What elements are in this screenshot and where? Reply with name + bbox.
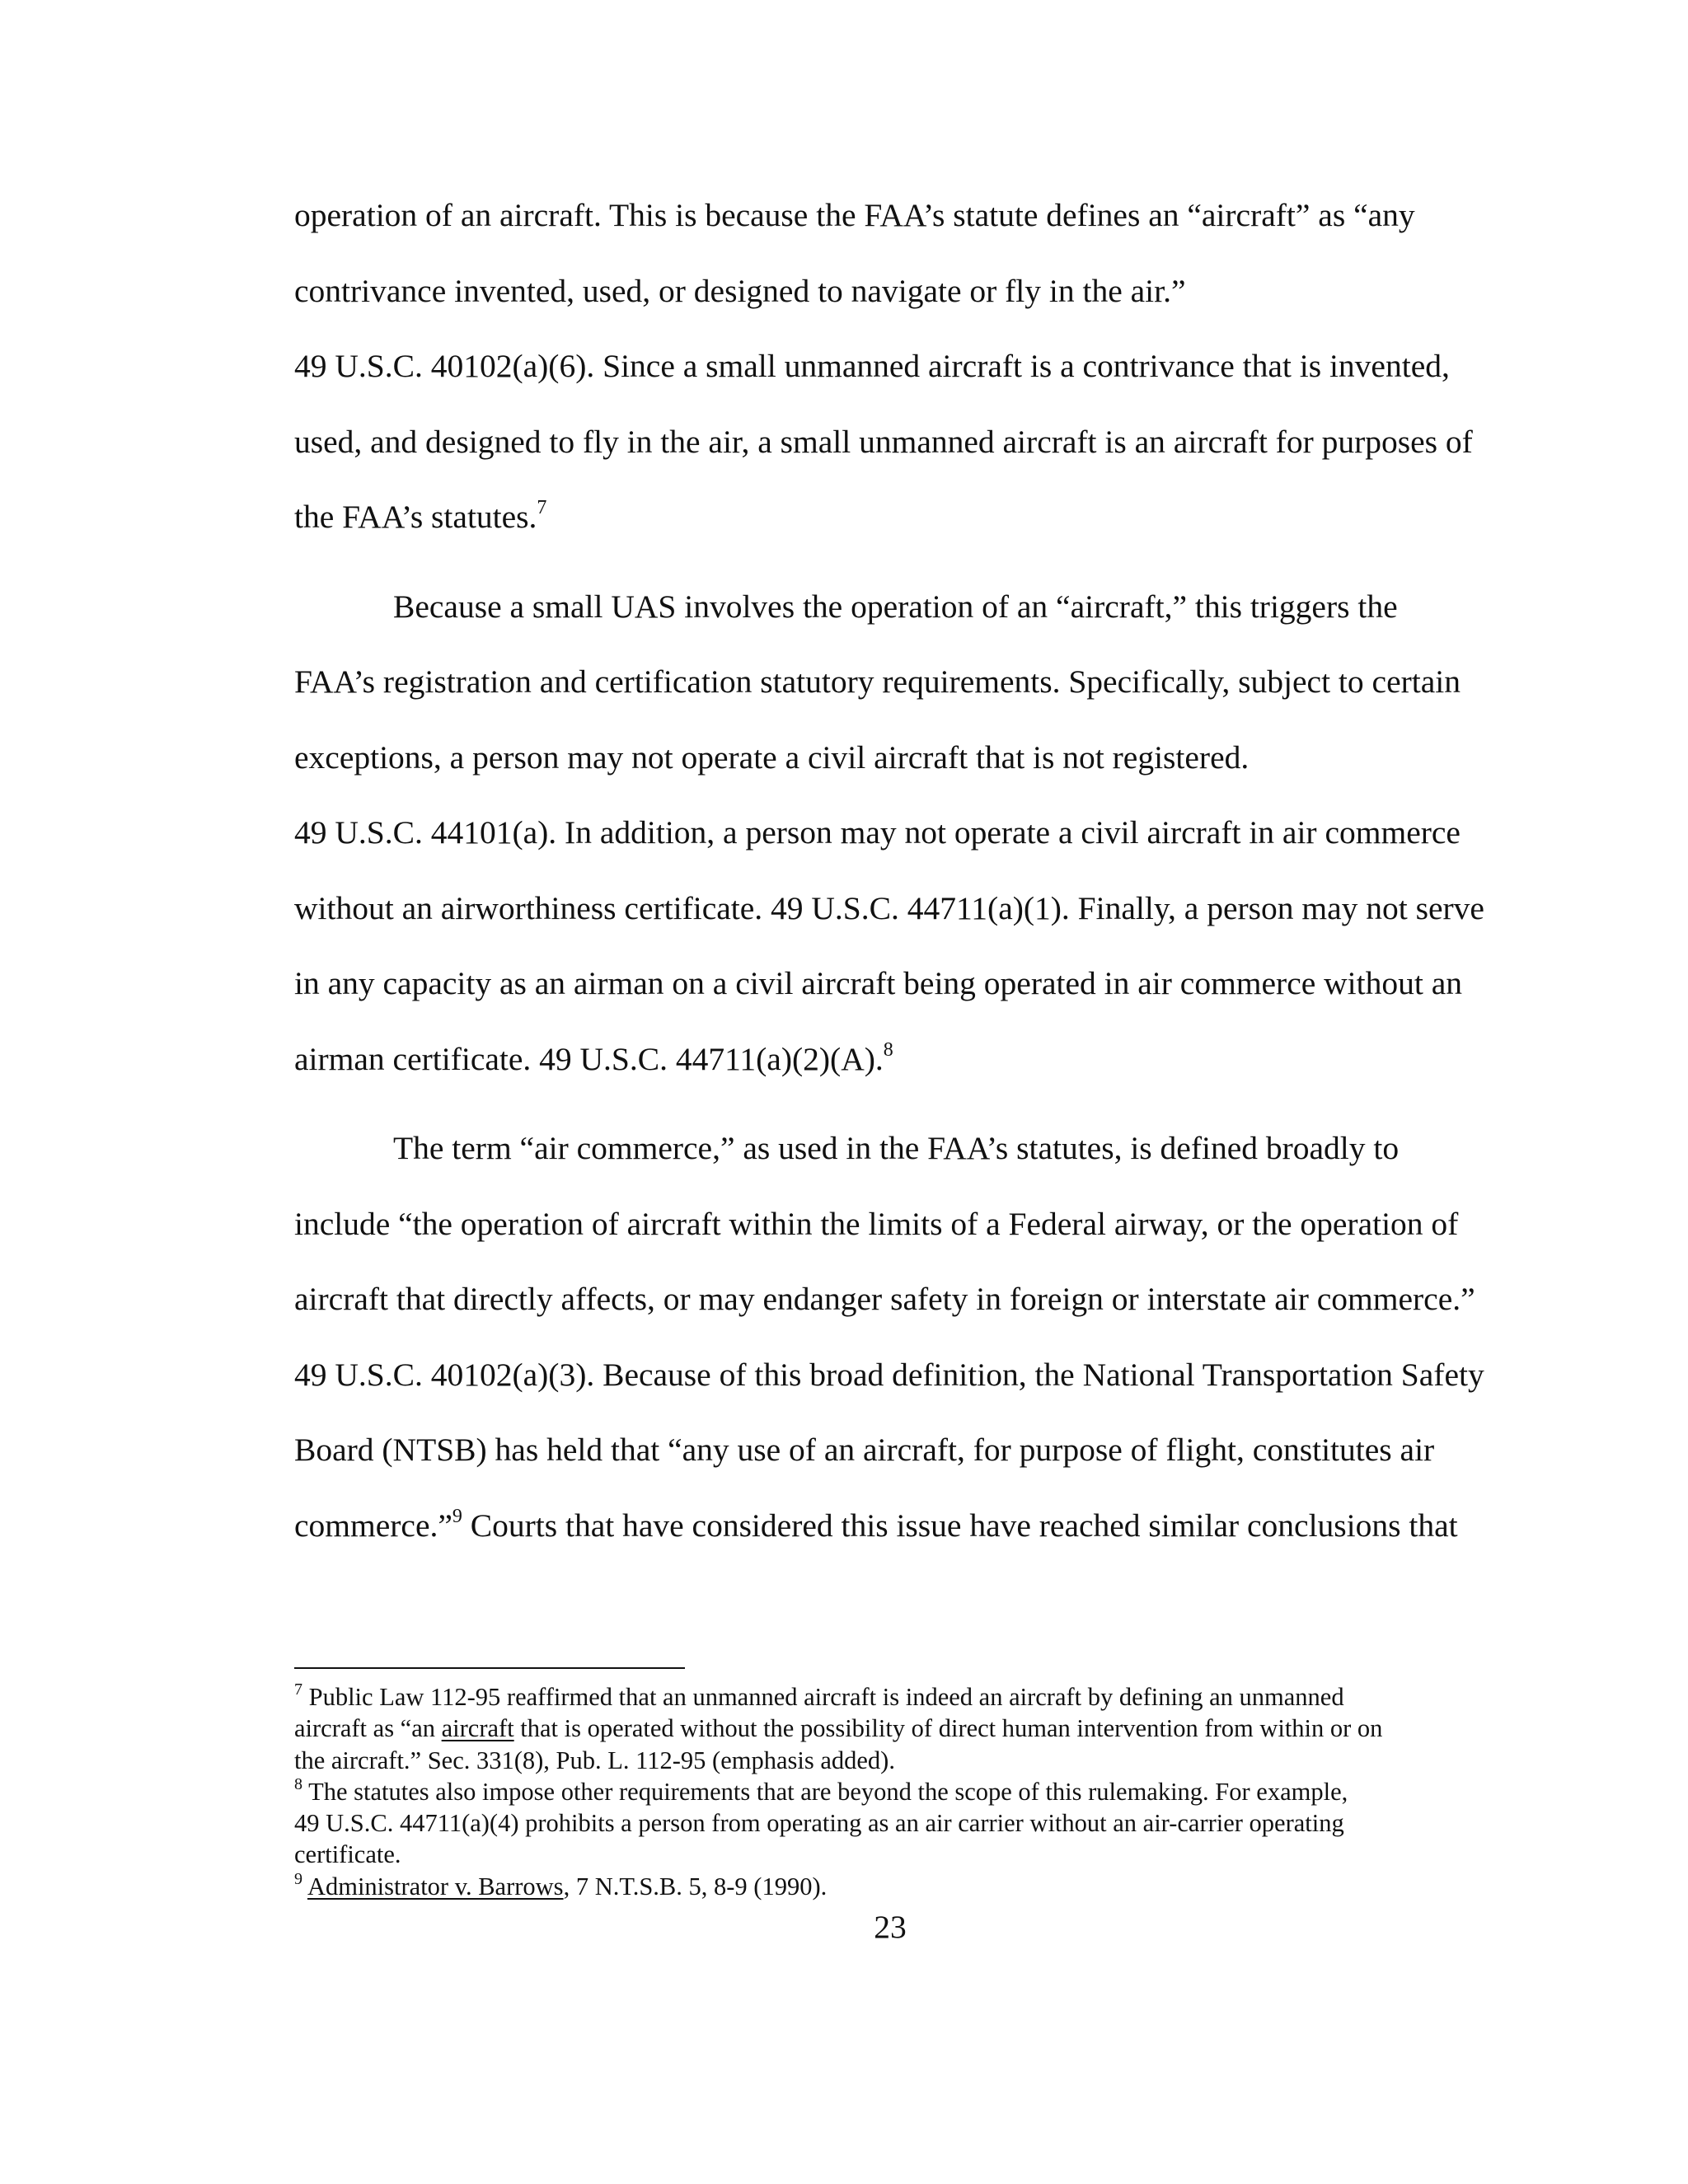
- text-line: 49 U.S.C. 44101(a). In addition, a person may not operate a civil aircraft in air commerce: [294, 814, 1461, 851]
- case-citation: Administrator v. Barrows: [307, 1872, 564, 1900]
- text-segment: Courts that have considered this issue have reached similar conclusions that: [462, 1507, 1458, 1544]
- paragraph-3: [294, 1111, 1514, 1563]
- text-line: aircraft that directly affects, or may endanger safety in foreign or interstate air commerce.”: [294, 1281, 1475, 1317]
- text-line: in any capacity as an airman on a civil aircraft being operated in air commerce without an: [294, 965, 1463, 1001]
- footnote-ref-7[interactable]: 7: [537, 497, 547, 518]
- footnote-number: 7: [294, 1680, 302, 1699]
- text-line: include “the operation of aircraft within the limits of a Federal airway, or the operation of: [294, 1205, 1459, 1242]
- emphasized-word: aircraft: [441, 1714, 514, 1743]
- text-line: used, and designed to fly in the air, a small unmanned aircraft is an aircraft for purposes of: [294, 423, 1473, 460]
- footnote-9: [294, 1871, 1514, 1902]
- footnote-line: the aircraft.” Sec. 331(8), Pub. L. 112-95 (emphasis added).: [294, 1746, 895, 1774]
- text-line: 49 U.S.C. 40102(a)(6). Since a small unmanned aircraft is a contrivance that is invented,: [294, 348, 1450, 384]
- footnote-line: [294, 1776, 1514, 1807]
- text-line: Because a small UAS involves the operation of an “aircraft,” this triggers the: [393, 588, 1398, 625]
- text-segment: the FAA’s statutes.: [294, 499, 537, 535]
- text-segment: The statutes also impose other requirements that are beyond the scope of this rulemaking. For example,: [302, 1777, 1348, 1806]
- text-segment: that is operated without the possibility of direct human intervention from within or on: [513, 1714, 1383, 1743]
- text-line: contrivance invented, used, or designed to navigate or fly in the air.”: [294, 272, 1186, 309]
- text-segment: airman certificate. 49 U.S.C. 44711(a)(2)(A).: [294, 1040, 884, 1077]
- footnote-8: [294, 1776, 1514, 1871]
- text-line: Board (NTSB) has held that “any use of an aircraft, for purpose of flight, constitutes air: [294, 1432, 1435, 1468]
- text-line: [294, 1022, 1514, 1098]
- text-line: exceptions, a person may not operate a civil aircraft that is not registered.: [294, 738, 1250, 776]
- paragraph-1: [294, 178, 1514, 555]
- footnote-line: [294, 1871, 1514, 1902]
- text-line: The term “air commerce,” as used in the FAA’s statutes, is defined broadly to: [393, 1130, 1400, 1166]
- footnote-ref-8[interactable]: 8: [883, 1038, 893, 1061]
- footnote-number: 9: [294, 1869, 302, 1888]
- text-line: [294, 480, 1514, 555]
- footnote-line: 49 U.S.C. 44711(a)(4) prohibits a person from operating as an air carrier without an air-carrier operating: [294, 1809, 1344, 1838]
- footnote-line: [294, 1681, 1514, 1713]
- body-text: [294, 178, 1514, 1563]
- footnote-number: 8: [294, 1774, 302, 1793]
- page-number: 23: [874, 1909, 907, 1945]
- footnote-line: [294, 1713, 1514, 1744]
- text-segment: commerce.”: [294, 1507, 452, 1544]
- footnote-ref-9[interactable]: 9: [452, 1505, 462, 1527]
- text-segment: Public Law 112-95 reaffirmed that an unmanned aircraft is indeed an aircraft by defining an unmanned: [302, 1683, 1344, 1711]
- footnote-7: [294, 1681, 1514, 1776]
- footnote-line: certificate.: [294, 1840, 401, 1869]
- text-line: [294, 1488, 1514, 1564]
- text-line: FAA’s registration and certification statutory requirements. Specifically, subject to certain: [294, 663, 1461, 700]
- footnote-separator: [294, 1667, 685, 1669]
- text-segment: aircraft as “an: [294, 1714, 442, 1743]
- footnotes: [294, 1681, 1514, 1902]
- text-line: operation of an aircraft. This is because the FAA’s statute defines an “aircraft” as “any: [294, 197, 1415, 233]
- text-line: 49 U.S.C. 40102(a)(3). Because of this broad definition, the National Transportation Safety: [294, 1356, 1484, 1393]
- text-segment: , 7 N.T.S.B. 5, 8-9 (1990).: [563, 1872, 828, 1900]
- paragraph-2: [294, 569, 1514, 1098]
- text-line: without an airworthiness certificate. 49 U.S.C. 44711(a)(1). Finally, a person may not serve: [294, 889, 1484, 926]
